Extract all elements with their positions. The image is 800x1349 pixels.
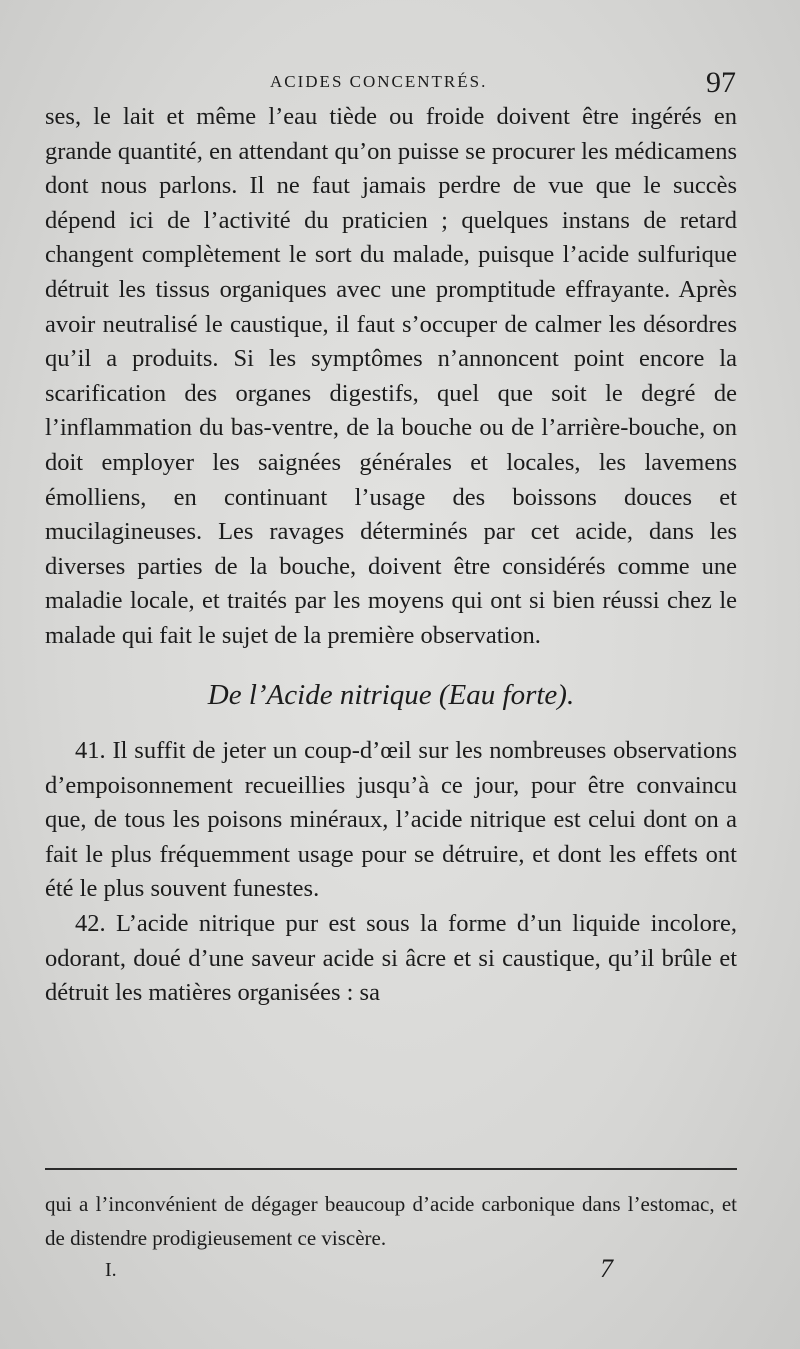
footnote-text: qui a l’inconvénient de dégager beaucoup d’acide carbonique dans l’estomac, et de distendre prodigieusement ce viscère. (45, 1192, 737, 1250)
body-text (45, 100, 737, 1011)
paragraph-42: 42. L’acide nitrique pur est sous la forme d’un liquide incolore, odorant, doué d’une saveur acide si âcre et si caustique, qu’il brûle et détruit les matières organisées : sa (45, 910, 737, 1007)
volume-signature: I. (105, 1259, 117, 1281)
running-title: ACIDES CONCENTRÉS. (270, 72, 488, 91)
paragraph-continuation: ses, le lait et même l’eau tiède ou froide doivent être ingérés en grande quantité, en attendant qu’on puisse se procurer les médicamens dont nous parlons. Il ne faut jamais perdre de vue que le succès dépend ici de l’activité du praticien ; quelques instans de retard changent complètement le sort du malade, puisque l’acide sulfurique détruit les tissus organiques avec une promptitude effrayante. Après avoir neutralisé le caustique, il faut s’occuper de calmer les désordres qu’il a produits. Si les symptômes n’annoncent point encore la scarification des organes digestifs, quel que soit le degré de l’inflammation du bas-ventre, de la bouche ou de l’arrière-bouche, on doit employer les saignées générales et locales, les lavemens émolliens, en continuant l’usage des boissons douces et mucilagineuses. Les ravages déterminés par cet acide, dans les diverses parties de la bouche, doivent être considérés comme une maladie locale, et traités par les moyens qui ont si bien réussi chez le malade qui fait le sujet de la première observation. (45, 103, 737, 649)
page-header (0, 68, 800, 102)
paragraph-41: 41. Il suffit de jeter un coup-d’œil sur les nombreuses observations d’empoisonnement recueillies jusqu’à ce jour, pour être convaincu que, de tous les poisons minéraux, l’acide nitrique est celui dont on a fait le plus fréquemment usage pour se détruire, et dont les effets ont été le plus souvent funestes. (45, 737, 737, 903)
section-heading: De l’Acide nitrique (Eau forte). (207, 678, 575, 711)
footnote (45, 1187, 737, 1255)
page-number: 97 (706, 66, 736, 99)
sheet-signature-number: 7 (600, 1254, 613, 1283)
footnote-rule (45, 1168, 737, 1170)
